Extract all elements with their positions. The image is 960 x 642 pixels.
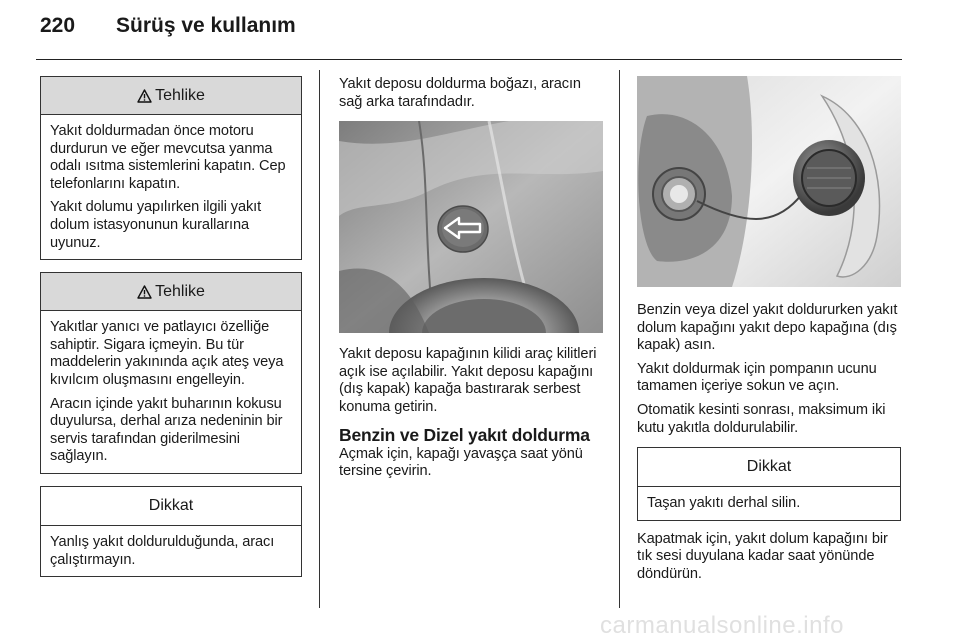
column-divider — [619, 70, 620, 608]
header-rule — [36, 59, 902, 60]
danger-text: Yakıt dolumu yapılırken ilgili yakıt dolum istasyonunun kurallarına uyunuz. — [50, 199, 262, 251]
warning-triangle-icon — [137, 285, 152, 299]
danger-box — [40, 76, 302, 260]
notice-box — [40, 486, 302, 577]
notice-box-title: Dikkat — [746, 458, 792, 476]
column-middle — [339, 76, 603, 487]
body-text: Otomatik kesinti sonrası, maksimum iki kutu yakıtla doldurulabilir. — [637, 401, 886, 436]
notice-box — [637, 447, 901, 521]
notice-box-header — [41, 487, 301, 526]
notice-text: Taşan yakıtı derhal silin. — [647, 495, 801, 512]
watermark: carmanualsonline.info — [600, 612, 844, 639]
column-left — [40, 76, 302, 589]
column-right — [637, 76, 901, 590]
danger-box-title: Tehlike — [155, 86, 205, 104]
danger-text: Aracın içinde yakıt buharının kokusu duyulursa, derhal arıza nedeninin bir servis tarafından giderilmesini sağlayın. — [50, 395, 283, 465]
warning-triangle-icon — [137, 89, 152, 103]
notice-text: Yanlış yakıt doldurulduğunda, aracı çalıştırmayın. — [50, 533, 275, 568]
unlock-text: Yakıt deposu kapağının kilidi araç kilitleri açık ise açılabilir. Yakıt deposu kapağını (dış kapak) kapağa bastırarak serbest konuma getirin. — [339, 346, 597, 415]
body-text: Yakıt doldurmak için pompanın ucunu tamamen içeriye sokun ve açın. — [637, 360, 877, 395]
danger-box — [40, 272, 302, 474]
danger-box-header — [41, 77, 301, 115]
body-text: Benzin veya dizel yakıt doldururken yakıt dolum kapağını yakıt depo kapağına (dış kapak) asın. — [637, 302, 898, 354]
column-divider — [319, 70, 320, 608]
danger-text: Yakıtlar yanıcı ve patlayıcı özelliğe sahiptir. Sigara içmeyin. Bu tür maddelerin yakınında açık ateş veya kıvılcım oluşmasını engelleyin. — [50, 319, 284, 388]
fuel-cap-illustration — [637, 76, 901, 287]
section-title: Sürüş ve kullanım — [116, 14, 296, 37]
open-cap-text: Açmak için, kapağı yavaşça saat yönü tersine çevirin. — [339, 445, 583, 480]
notice-box-header — [638, 448, 900, 487]
page-number: 220 — [40, 14, 76, 37]
notice-box-title: Dikkat — [148, 496, 194, 514]
arrow-left-icon — [443, 216, 483, 240]
danger-box-title: Tehlike — [155, 282, 205, 300]
section-heading: Benzin ve Dizel yakıt doldurma — [339, 424, 590, 445]
closing-text: Kapatmak için, yakıt dolum kapağını bir tık sesi duyulana kadar saat yönünde döndürün. — [637, 530, 888, 582]
fuel-flap-illustration — [339, 121, 603, 333]
danger-text: Yakıt doldurmadan önce motoru durdurun ve eğer mevcutsa yanma odalı ısıtma sistemlerini kapatın. Cep telefonlarını kapatın. — [50, 123, 286, 192]
intro-text: Yakıt deposu doldurma boğazı, aracın sağ arka tarafındadır. — [339, 76, 581, 110]
danger-box-header — [41, 273, 301, 311]
